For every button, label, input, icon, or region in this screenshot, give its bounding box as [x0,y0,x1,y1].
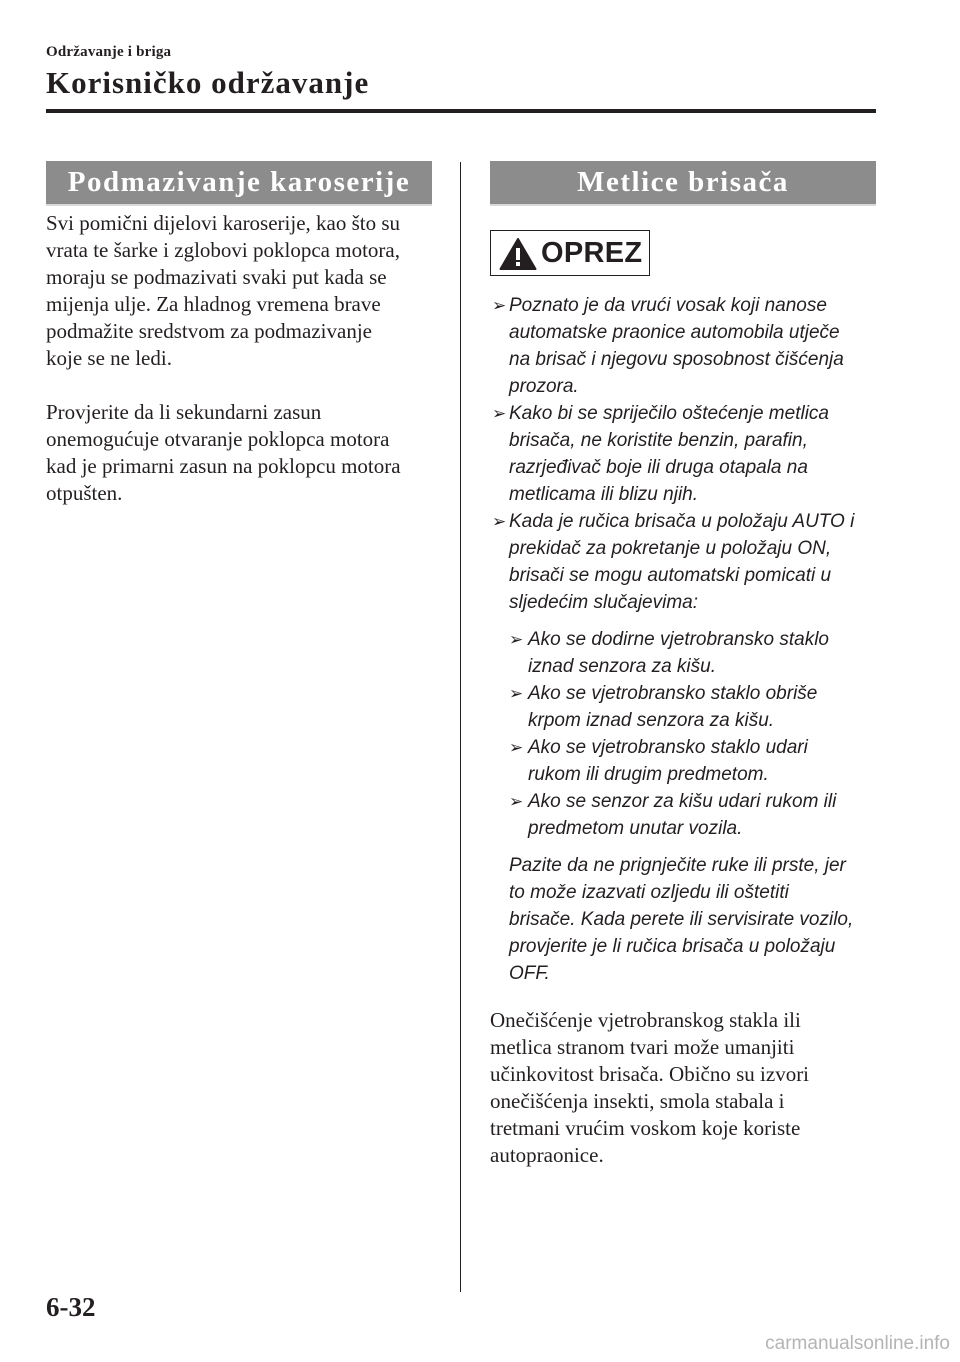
text-line: to može izazvati ozljedu ili oštetiti [509,882,789,903]
text-line: Svi pomični dijelovi karoserije, kao što su [46,211,401,235]
text-line: tretmani vrućim voskom koje koriste [490,1116,801,1140]
arrow-bullet-icon: ➢ [492,512,507,531]
title-rule [46,109,876,113]
caution-box [490,230,650,276]
text-line: rukom ili drugim predmetom. [528,764,769,785]
caution-sub-item [509,680,877,734]
breadcrumb: Održavanje i briga [46,44,172,60]
watermark: carmanualsonline.info [765,1333,950,1354]
text-line: Ako se dodirne vjetrobransko staklo [528,629,829,650]
warning-triangle-icon [499,237,537,271]
text-line: Provjerite da li sekundarni zasun [46,400,322,424]
text-line: prozora. [509,376,579,397]
arrow-bullet-icon: ➢ [509,792,524,811]
text-line: na brisač i njegovu sposobnost čišćenja [509,349,844,370]
text-line: krpom iznad senzora za kišu. [528,710,775,731]
text-line: Poznato je da vrući vosak koji nanose [509,295,827,316]
text-line: sljedećim slučajevima: [509,592,699,613]
section-heading-body-lubrication: Podmazivanje karoserije [46,161,432,206]
text-line: metlicama ili blizu njih. [509,484,699,505]
arrow-bullet-icon: ➢ [492,296,507,315]
text-line: mijenja ulje. Za hladnog vremena brave [46,292,381,316]
text-line: onemogućuje otvaranje poklopca motora [46,427,390,451]
text-line: podmažite sredstvom za podmazivanje [46,319,372,343]
text-line: predmetom unutar vozila. [528,818,743,839]
text-line: OFF. [509,963,550,984]
arrow-bullet-icon: ➢ [509,738,524,757]
text-line: brisače. Kada perete ili servisirate vozilo, [509,909,854,930]
left-column [46,210,438,534]
text-line: prekidač za pokretanje u položaju ON, [509,538,832,559]
text-line: metlica stranom tvari može umanjiti [490,1035,795,1059]
section-heading-wiper-blades: Metlice brisača [490,161,876,206]
text-line: onečišćenja insekti, smola stabala i [490,1089,785,1113]
text-line: Ako se vjetrobransko staklo obriše [528,683,818,704]
latch-paragraph [46,399,438,507]
text-line: automatske praonice automobila utječe [509,322,840,343]
wiper-contamination-paragraph [490,1007,880,1169]
arrow-bullet-icon: ➢ [492,404,507,423]
caution-sub-item [509,788,877,842]
text-line: otpušten. [46,481,123,505]
text-line: provjerite je li ručica brisača u položaju [509,936,836,957]
text-line: Ako se senzor za kišu udari rukom ili [528,791,837,812]
caution-list [492,292,877,987]
text-line: Pazite da ne prignječite ruke ili prste, jer [509,855,846,876]
caution-label: OPREZ [541,237,643,269]
text-line: vrata te šarke i zglobovi poklopca motora, [46,238,400,262]
text-line: razrjeđivač boje ili druga otapala na [509,457,808,478]
lubrication-paragraph [46,210,438,372]
arrow-bullet-icon: ➢ [509,630,524,649]
caution-sub-list [492,626,877,842]
arrow-bullet-icon: ➢ [509,684,524,703]
text-line: učinkovitost brisača. Obično su izvori [490,1062,810,1086]
text-line: kad je primarni zasun na poklopcu motora [46,454,401,478]
text-line: moraju se podmazivati svaki put kada se [46,265,387,289]
text-line: koje se ne ledi. [46,346,172,370]
text-line: Kako bi se spriječilo oštećenje metlica [509,403,829,424]
caution-item [492,508,877,616]
text-line: iznad senzora za kišu. [528,656,716,677]
text-line: Ako se vjetrobransko staklo udari [528,737,808,758]
caution-item [492,400,877,508]
page-number: 6-32 [46,1292,96,1322]
caution-sub-item [509,734,877,788]
caution-sub-item [509,626,877,680]
text-line: autopraonice. [490,1143,604,1167]
column-divider [460,162,461,1292]
caution-item [492,292,877,400]
page-title: Korisničko održavanje [46,65,370,100]
text-line: Kada je ručica brisača u položaju AUTO i [509,511,855,532]
text-line: brisači se mogu automatski pomicati u [509,565,832,586]
caution-note [492,852,877,987]
text-line: Onečišćenje vjetrobranskog stakla ili [490,1008,801,1032]
text-line: brisača, ne koristite benzin, parafin, [509,430,808,451]
